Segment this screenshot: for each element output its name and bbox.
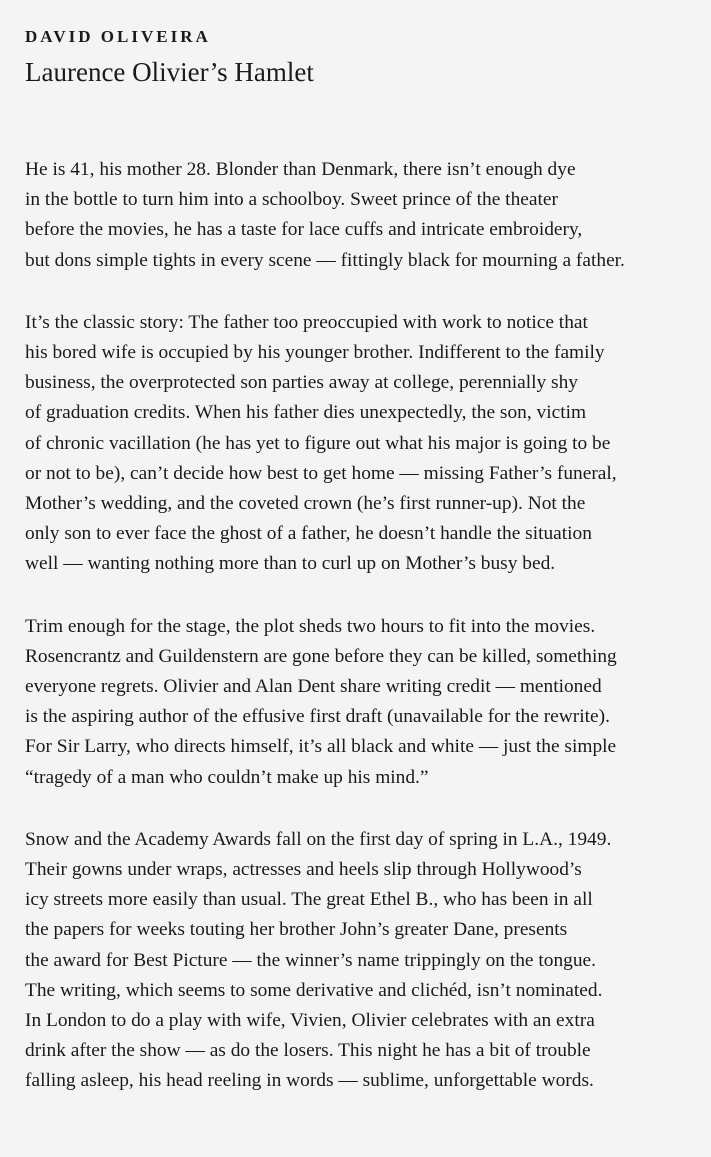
article-body <box>25 155 691 1097</box>
paragraph-line: falling asleep, his head reeling in words — sublime, unforgettable words. <box>25 1070 594 1092</box>
paragraph-line: but dons simple tights in every scene — fittingly black for mourning a father. <box>25 249 625 271</box>
paragraph-1 <box>25 155 691 276</box>
paragraph-line: the papers for weeks touting her brother John’s greater Dane, presents <box>25 919 568 941</box>
paragraph-line: is the aspiring author of the effusive first draft (unavailable for the rewrite). <box>25 706 610 728</box>
paragraph-line: of graduation credits. When his father dies unexpectedly, the son, victim <box>25 402 587 424</box>
paragraph-line: icy streets more easily than usual. The great Ethel B., who has been in all <box>25 889 593 911</box>
paragraph-line: of chronic vacillation (he has yet to figure out what his major is going to be <box>25 432 611 454</box>
page-title: Laurence Olivier’s Hamlet <box>25 57 314 87</box>
paragraph-line: well — wanting nothing more than to curl up on Mother’s busy bed. <box>25 553 556 575</box>
paragraph-line: He is 41, his mother 28. Blonder than Denmark, there isn’t enough dye <box>25 159 576 180</box>
paragraph-line: Their gowns under wraps, actresses and heels slip through Hollywood’s <box>25 859 582 881</box>
paragraph-3 <box>25 612 691 793</box>
paragraph-line: Rosencrantz and Guildenstern are gone before they can be killed, something <box>25 645 617 667</box>
paragraph-2 <box>25 308 691 580</box>
paragraph-line: everyone regrets. Olivier and Alan Dent share writing credit — mentioned <box>25 676 602 698</box>
paragraph-line: the award for Best Picture — the winner’s name trippingly on the tongue. <box>25 949 596 971</box>
paragraph-line: drink after the show — as do the losers. This night he has a bit of trouble <box>25 1040 591 1062</box>
paragraph-line: For Sir Larry, who directs himself, it’s all black and white — just the simple <box>25 736 617 758</box>
paragraph-line: business, the overprotected son parties away at college, perennially shy <box>25 372 578 394</box>
paragraph-4 <box>25 825 691 1097</box>
paragraph-line: only son to ever face the ghost of a father, he doesn’t handle the situation <box>25 523 592 545</box>
paragraph-line: or not to be), can’t decide how best to get home — missing Father’s funeral, <box>25 462 617 484</box>
paragraph-line: “tragedy of a man who couldn’t make up his mind.” <box>25 766 429 788</box>
author-name: DAVID OLIVEIRA <box>25 27 211 46</box>
paragraph-line: Trim enough for the stage, the plot sheds two hours to fit into the movies. <box>25 615 596 637</box>
paragraph-line: his bored wife is occupied by his younger brother. Indifferent to the family <box>25 342 605 364</box>
paragraph-line: The writing, which seems to some derivative and clichéd, isn’t nominated. <box>25 979 603 1001</box>
paragraph-line: before the movies, he has a taste for lace cuffs and intricate embroidery, <box>25 219 583 241</box>
paragraph-line: In London to do a play with wife, Vivien, Olivier celebrates with an extra <box>25 1010 595 1032</box>
paragraph-line: in the bottle to turn him into a schoolboy. Sweet prince of the theater <box>25 189 558 211</box>
paragraph-line: Snow and the Academy Awards fall on the first day of spring in L.A., 1949. <box>25 828 612 850</box>
paragraph-line: Mother’s wedding, and the coveted crown (he’s first runner-up). Not the <box>25 493 586 515</box>
paragraph-line: It’s the classic story: The father too preoccupied with work to notice that <box>25 311 588 333</box>
